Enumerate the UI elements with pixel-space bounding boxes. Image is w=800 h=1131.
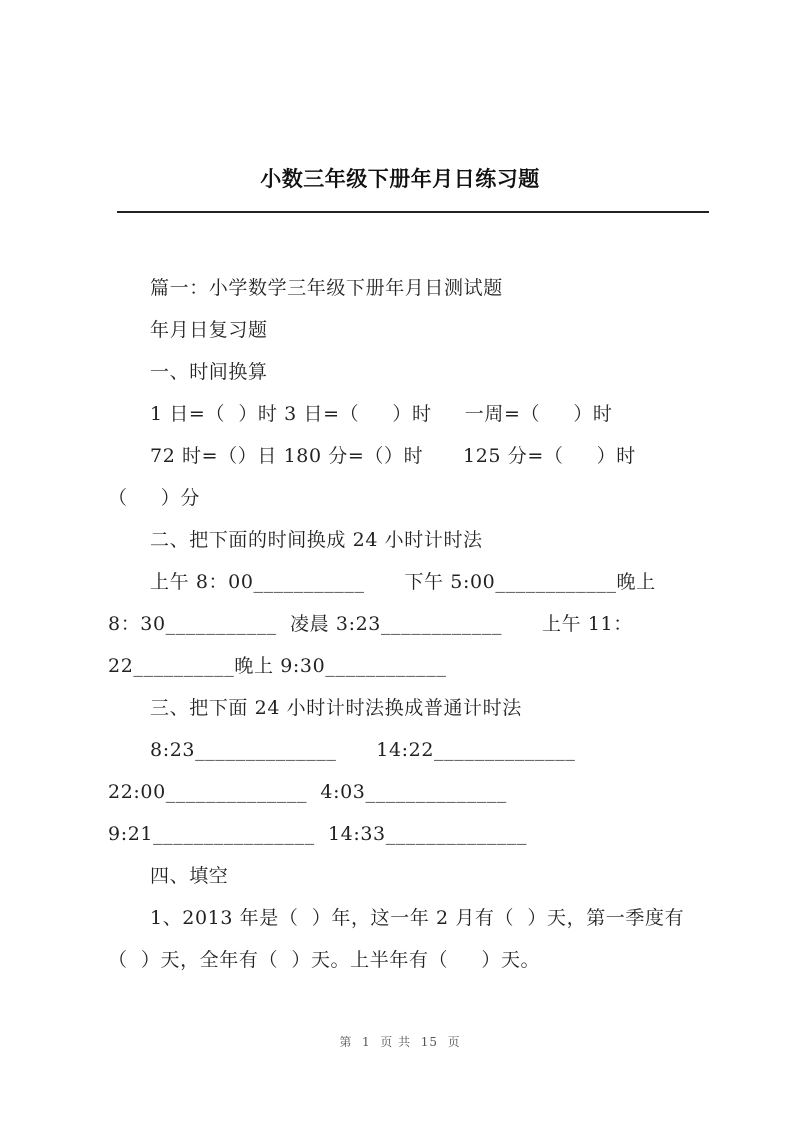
subheading: 年月日复习题 xyxy=(150,319,268,341)
exercise-line: 8:23______________ 14:22______________ xyxy=(150,739,576,761)
exercise-line: 8：30___________ 凌晨 3:23____________ 上午 11： xyxy=(108,613,633,635)
part-heading: 二、把下面的时间换成 24 小时计时法 xyxy=(150,529,483,551)
exercise-line: 22:00______________ 4:03______________ xyxy=(108,781,507,803)
exercise-line: 上午 8：00___________ 下午 5:00____________晚上 xyxy=(150,571,656,593)
exercise-line: 1、2013 年是（ ）年，这一年 2 月有（ ）天，第一季度有 xyxy=(150,907,685,929)
title-divider xyxy=(117,211,709,213)
exercise-line: （ ）天，全年有（ ）天。上半年有（ ）天。 xyxy=(108,949,541,971)
exercise-line: 22__________晚上 9:30____________ xyxy=(108,655,447,677)
part-heading: 一、时间换算 xyxy=(150,361,268,383)
page-footer: 第 1 页 共 15 页 xyxy=(339,1035,461,1049)
exercise-line: 9:21________________ 14:33______________ xyxy=(108,823,528,845)
exercise-line: （ ）分 xyxy=(108,487,200,509)
part-heading: 四、填空 xyxy=(150,865,229,887)
exercise-line: 72 时=（）日 180 分=（）时 125 分=（ ）时 xyxy=(150,445,636,467)
exercise-line: 1 日=（ ）时 3 日=（ ）时 一周=（ ）时 xyxy=(150,403,613,425)
section-heading: 篇一：小学数学三年级下册年月日测试题 xyxy=(150,277,503,299)
part-heading: 三、把下面 24 小时计时法换成普通计时法 xyxy=(150,697,522,719)
document-title: 小数三年级下册年月日练习题 xyxy=(260,167,540,191)
